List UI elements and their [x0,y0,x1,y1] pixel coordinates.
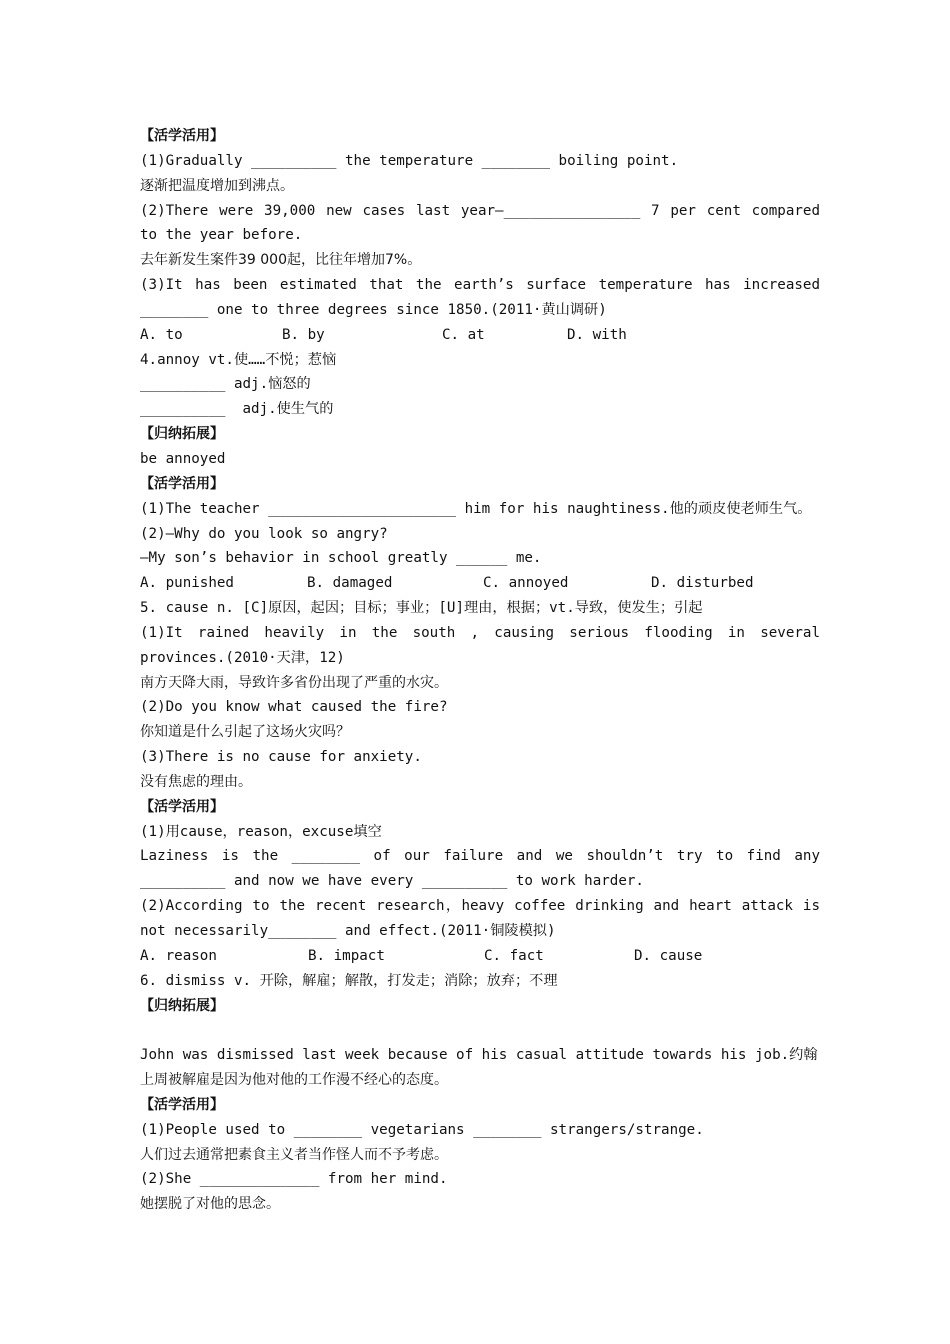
translation: 上周被解雇是因为他对他的工作漫不经心的态度。 [140,1072,448,1089]
option-c: C. annoyed [483,575,569,592]
option-a: A. reason [140,947,217,964]
option-b: B. damaged [307,575,393,592]
translation: 人们过去通常把素食主义者当作怪人而不予考虑。 [140,1146,448,1163]
derived-word: __________ adj.恼怒的 [140,376,311,393]
example-sentence: (3)There is no cause for anxiety. [140,749,422,766]
exercise-sentence: (1)The teacher ______________________ him for his naughtiness.他的顽皮使老师生气。 [140,500,812,517]
section-heading: 【活学活用】 [140,798,224,815]
document-page [140,124,820,1217]
exercise-sentence: to the year before. [140,227,303,244]
translation: 南方天降大雨，导致许多省份出现了严重的水灾。 [140,674,448,691]
answer-options [140,944,820,969]
example-sentence: (2)Do you know what caused the fire? [140,699,448,716]
section-heading: 【归纳拓展】 [140,426,224,443]
answer-options [140,323,820,348]
translation: 逐渐把温度增加到沸点。 [140,177,294,194]
option-c: C. at [442,326,485,343]
exercise-sentence: (2)According to the recent research，heavy coffee drinking and heart attack is [140,898,820,915]
option-d: D. disturbed [651,575,754,592]
section-heading: 【归纳拓展】 [140,997,224,1014]
exercise-sentence: not necessarily________ and effect.(2011·铜陵模拟) [140,923,556,939]
phrase: be annoyed [140,450,226,467]
exercise-sentence: Laziness is the ________ of our failure and we shouldn’t try to find any [140,848,820,865]
exercise-sentence: __________ and now we have every __________ to work harder. [140,873,644,890]
blank-line [140,1018,820,1043]
derived-word: __________ adj.使生气的 [140,401,334,418]
exercise-sentence: (2)—Why do you look so angry? [140,525,388,542]
section-heading: 【活学活用】 [140,128,224,144]
example-sentence: John was dismissed last week because of his casual attitude towards his job.约翰 [140,1047,818,1064]
translation: 去年新发生案件39 000起，比往年增加7%。 [140,252,422,269]
answer-options [140,571,820,596]
option-b: B. by [282,326,325,343]
exercise-instruction: (1)用cause，reason，excuse填空 [140,823,382,840]
exercise-sentence: (2)There were 39,000 new cases last year—________________ 7 per cent compared [140,202,820,219]
example-sentence: (1)It rained heavily in the south , causing serious flooding in several [140,624,820,641]
option-a: A. to [140,326,183,343]
option-b: B. impact [308,947,385,964]
translation: 没有焦虑的理由。 [140,773,252,790]
example-sentence: provinces.(2010·天津，12) [140,649,345,666]
exercise-sentence: —My son’s behavior in school greatly ______ me. [140,550,542,567]
exercise-sentence: (3)It has been estimated that the earth’s surface temperature has increased [140,277,820,294]
vocab-entry: 4.annoy vt.使……不悦；惹恼 [140,351,337,368]
exercise-sentence: (2)She ______________ from her mind. [140,1171,448,1188]
exercise-sentence: (1)Gradually __________ the temperature ________ boiling point. [140,152,679,169]
section-heading: 【活学活用】 [140,1096,224,1113]
vocab-entry: 5. cause n. [C]原因，起因；目标；事业；[U]理由，根据；vt.导致，使发生；引起 [140,600,703,617]
option-a: A. punished [140,575,234,592]
option-d: D. cause [634,947,703,964]
exercise-sentence: (1)People used to ________ vegetarians ________ strangers/strange. [140,1121,704,1138]
option-d: D. with [567,326,627,343]
translation: 她摆脱了对他的思念。 [140,1196,280,1213]
option-c: C. fact [484,947,544,964]
translation: 你知道是什么引起了这场火灾吗？ [140,724,350,741]
section-heading: 【活学活用】 [140,475,224,492]
exercise-sentence: ________ one to three degrees since 1850.(2011·黄山调研) [140,301,607,318]
vocab-entry: 6. dismiss v. 开除，解雇；解散，打发走；消除；放弃；不理 [140,972,558,989]
